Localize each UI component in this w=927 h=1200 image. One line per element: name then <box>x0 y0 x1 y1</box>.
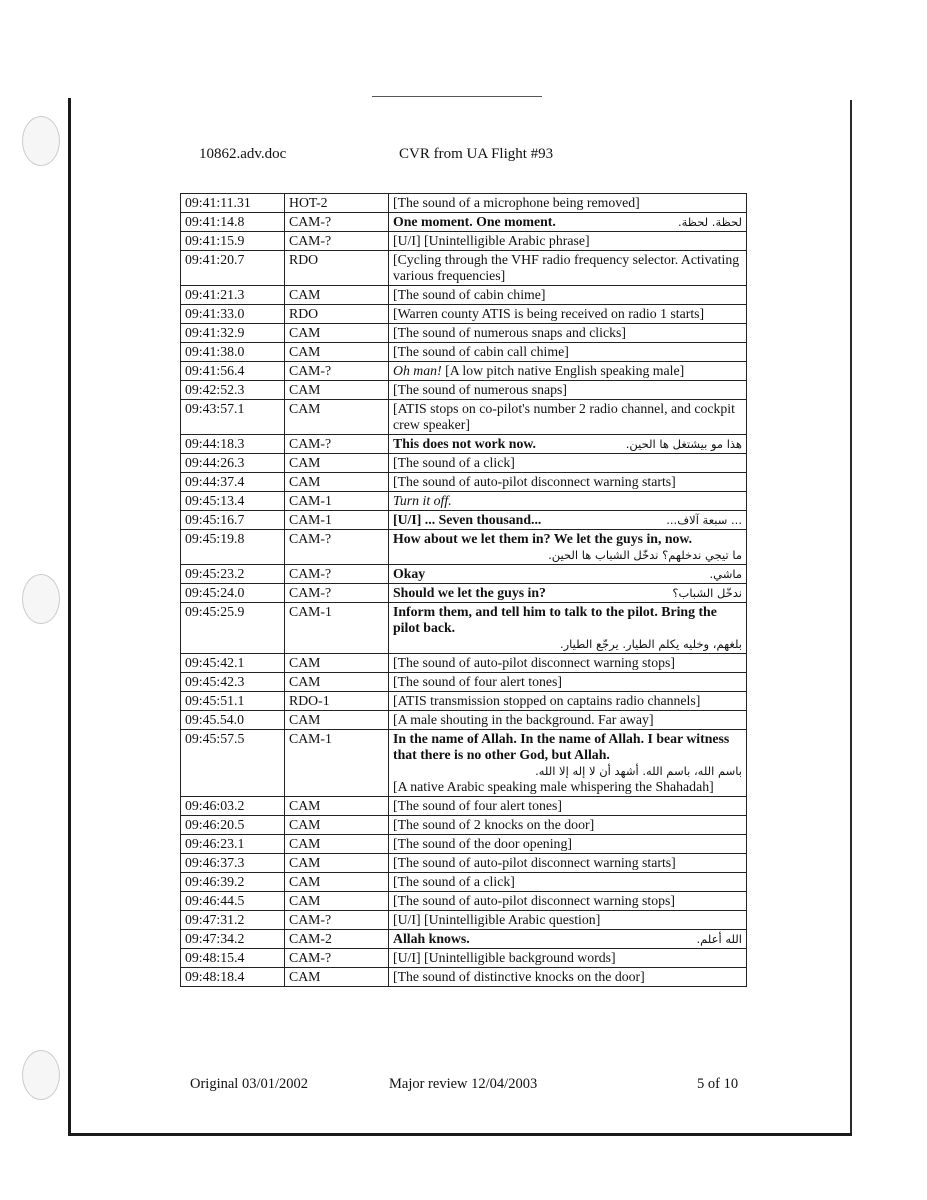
row-text: [U/I] ... Seven thousand... <box>393 512 542 527</box>
row-text-cell <box>389 603 747 654</box>
row-time: 09:45:25.9 <box>181 603 285 654</box>
row-source: CAM-? <box>285 911 389 930</box>
row-time: 09:44:37.4 <box>181 473 285 492</box>
footer-review-date: Major review 12/04/2003 <box>389 1076 538 1092</box>
row-time: 09:46:44.5 <box>181 892 285 911</box>
row-text: Turn it off. <box>393 493 452 508</box>
row-text-cell <box>389 816 747 835</box>
row-time: 09:47:34.2 <box>181 930 285 949</box>
binder-hole-top <box>22 116 60 166</box>
row-time: 09:44:26.3 <box>181 454 285 473</box>
row-source: CAM <box>285 835 389 854</box>
table-row <box>181 530 747 565</box>
row-text: [Warren county ATIS is being received on radio 1 starts] <box>393 306 705 321</box>
table-row <box>181 654 747 673</box>
arabic-text: بلغهم، وخليه يكلم الطيار. يرجّع الطيار. <box>559 637 742 651</box>
row-source: CAM-1 <box>285 730 389 797</box>
row-text: [The sound of a click] <box>393 874 515 889</box>
row-text: In the name of Allah. In the name of Allah. I bear witness that there is no other God, but Allah. <box>393 731 730 762</box>
row-source: CAM <box>285 892 389 911</box>
row-time: 09:45:16.7 <box>181 511 285 530</box>
row-text: [A low pitch native English speaking male] <box>445 363 685 378</box>
row-source: CAM <box>285 968 389 987</box>
arabic-text: ندخّل الشباب؟ <box>672 586 742 600</box>
row-source: CAM <box>285 854 389 873</box>
row-text-cell <box>389 911 747 930</box>
row-text-cell <box>389 362 747 381</box>
row-text: [The sound of auto-pilot disconnect warning starts] <box>393 855 676 870</box>
table-row <box>181 730 747 797</box>
row-text-cell <box>389 565 747 584</box>
row-source: CAM <box>285 286 389 305</box>
row-time: 09:46:20.5 <box>181 816 285 835</box>
row-text: Inform them, and tell him to talk to the pilot. Bring the pilot back. <box>393 604 717 635</box>
row-text-cell <box>389 892 747 911</box>
row-text: How about we let them in? We let the guys in, now. <box>393 531 693 546</box>
row-source: CAM <box>285 324 389 343</box>
row-text-cell <box>389 930 747 949</box>
page-frame-right <box>850 100 852 1136</box>
table-row <box>181 251 747 286</box>
table-row <box>181 454 747 473</box>
table-row <box>181 854 747 873</box>
table-row <box>181 400 747 435</box>
row-source: CAM <box>285 797 389 816</box>
arabic-text: ماشي. <box>709 567 742 581</box>
row-text: [The sound of auto-pilot disconnect warning starts] <box>393 474 676 489</box>
row-time: 09:44:18.3 <box>181 435 285 454</box>
row-text: [U/I] [Unintelligible Arabic question] <box>393 912 601 927</box>
row-time: 09:43:57.1 <box>181 400 285 435</box>
table-row <box>181 343 747 362</box>
row-source: CAM-? <box>285 584 389 603</box>
row-time: 09:41:11.31 <box>181 194 285 213</box>
row-text-cell <box>389 435 747 454</box>
row-source: CAM <box>285 381 389 400</box>
row-text: [The sound of cabin chime] <box>393 287 546 302</box>
row-text-cell <box>389 324 747 343</box>
row-time: 09:48:18.4 <box>181 968 285 987</box>
row-text-cell <box>389 584 747 603</box>
row-source: CAM-? <box>285 565 389 584</box>
row-source: CAM <box>285 454 389 473</box>
table-row <box>181 286 747 305</box>
row-time: 09:45:24.0 <box>181 584 285 603</box>
row-source: CAM <box>285 873 389 892</box>
row-text: [The sound of numerous snaps] <box>393 382 567 397</box>
row-time: 09:46:03.2 <box>181 797 285 816</box>
table-row <box>181 603 747 654</box>
row-source: RDO <box>285 251 389 286</box>
row-time: 09:45:51.1 <box>181 692 285 711</box>
cvr-transcript-body <box>181 194 747 987</box>
row-text-cell <box>389 232 747 251</box>
row-time: 09:47:31.2 <box>181 911 285 930</box>
table-row <box>181 511 747 530</box>
row-text: [A male shouting in the background. Far away] <box>393 712 654 727</box>
row-text: [The sound of the door opening] <box>393 836 572 851</box>
row-source: CAM <box>285 711 389 730</box>
row-source: CAM-? <box>285 213 389 232</box>
table-row <box>181 816 747 835</box>
table-row <box>181 213 747 232</box>
row-text-cell <box>389 711 747 730</box>
row-text: Okay <box>393 566 426 581</box>
row-text: [The sound of 2 knocks on the door] <box>393 817 595 832</box>
row-text: [The sound of four alert tones] <box>393 674 562 689</box>
table-row <box>181 584 747 603</box>
row-text-cell <box>389 251 747 286</box>
row-text: Allah knows. <box>393 931 470 946</box>
row-time: 09:45:23.2 <box>181 565 285 584</box>
table-row <box>181 949 747 968</box>
row-text-cell <box>389 835 747 854</box>
row-source: CAM-? <box>285 362 389 381</box>
footer-original-date: Original 03/01/2002 <box>190 1076 309 1092</box>
row-text-cell <box>389 854 747 873</box>
table-row <box>181 194 747 213</box>
row-text: [ATIS stops on co-pilot's number 2 radio channel, and cockpit crew speaker] <box>393 401 735 432</box>
table-row <box>181 435 747 454</box>
row-source: CAM <box>285 473 389 492</box>
row-annotation: [A native Arabic speaking male whispering the Shahadah] <box>393 779 714 794</box>
row-text-cell <box>389 968 747 987</box>
row-time: 09:45:57.5 <box>181 730 285 797</box>
row-text-cell <box>389 213 747 232</box>
table-row <box>181 232 747 251</box>
table-row <box>181 692 747 711</box>
row-time: 09:48:15.4 <box>181 949 285 968</box>
row-text-cell <box>389 949 747 968</box>
row-text-cell <box>389 381 747 400</box>
table-row <box>181 711 747 730</box>
binder-hole-bottom <box>22 1050 60 1100</box>
table-row <box>181 968 747 987</box>
row-text-cell <box>389 530 747 565</box>
row-source: CAM-1 <box>285 603 389 654</box>
row-source: CAM <box>285 673 389 692</box>
row-text-cell <box>389 873 747 892</box>
row-time: 09:46:37.3 <box>181 854 285 873</box>
row-time: 09:42:52.3 <box>181 381 285 400</box>
row-time: 09:46:23.1 <box>181 835 285 854</box>
row-text: [The sound of distinctive knocks on the door] <box>393 969 645 984</box>
row-time: 09:41:21.3 <box>181 286 285 305</box>
row-time: 09:41:32.9 <box>181 324 285 343</box>
row-time: 09:41:56.4 <box>181 362 285 381</box>
row-source: CAM <box>285 400 389 435</box>
row-text: [ATIS transmission stopped on captains radio channels] <box>393 693 701 708</box>
row-text-cell <box>389 473 747 492</box>
table-row <box>181 305 747 324</box>
table-row <box>181 911 747 930</box>
page-frame-top <box>372 96 542 97</box>
row-text: [The sound of a click] <box>393 455 515 470</box>
row-time: 09:45:42.1 <box>181 654 285 673</box>
row-time: 09:45.54.0 <box>181 711 285 730</box>
row-source: CAM <box>285 343 389 362</box>
row-source: RDO-1 <box>285 692 389 711</box>
row-text: Should we let the guys in? <box>393 585 546 600</box>
row-text: [Cycling through the VHF radio frequency selector. Activating various frequencies] <box>393 252 740 283</box>
row-text-cell <box>389 654 747 673</box>
row-text: This does not work now. <box>393 436 536 451</box>
arabic-text: باسم الله، باسم الله. أشهد أن لا إله إلا الله. <box>535 764 742 778</box>
arabic-text: ... سبعة آلاف... <box>666 513 742 527</box>
table-row <box>181 565 747 584</box>
row-source: HOT-2 <box>285 194 389 213</box>
row-text-cell <box>389 692 747 711</box>
table-row <box>181 324 747 343</box>
footer-page-number: 5 of 10 <box>697 1076 739 1092</box>
row-text-cell <box>389 511 747 530</box>
table-row <box>181 873 747 892</box>
row-text-cell <box>389 492 747 511</box>
row-text: [U/I] [Unintelligible Arabic phrase] <box>393 233 590 248</box>
row-text: [The sound of four alert tones] <box>393 798 562 813</box>
table-row <box>181 362 747 381</box>
row-source: CAM-1 <box>285 511 389 530</box>
row-time: 09:41:14.8 <box>181 213 285 232</box>
page-frame-left <box>68 98 71 1136</box>
row-text: [The sound of numerous snaps and clicks] <box>393 325 626 340</box>
row-source: CAM-? <box>285 530 389 565</box>
arabic-text: ما تيجي ندخلهم؟ ندخّل الشباب ها الحين. <box>548 548 742 562</box>
table-row <box>181 797 747 816</box>
row-text-cell <box>389 673 747 692</box>
row-source: CAM <box>285 816 389 835</box>
row-text: [The sound of a microphone being removed] <box>393 195 640 210</box>
row-time: 09:41:38.0 <box>181 343 285 362</box>
arabic-text: هذا مو بيشتغل ها الحين. <box>625 437 742 451</box>
table-row <box>181 892 747 911</box>
table-row <box>181 492 747 511</box>
row-source: CAM-? <box>285 949 389 968</box>
arabic-text: لحظة. لحظة. <box>677 215 742 229</box>
row-time: 09:41:20.7 <box>181 251 285 286</box>
row-source: RDO <box>285 305 389 324</box>
row-text: [U/I] [Unintelligible background words] <box>393 950 616 965</box>
document-filename: 10862.adv.doc <box>199 146 287 162</box>
row-text-cell <box>389 194 747 213</box>
row-text: [The sound of auto-pilot disconnect warning stops] <box>393 655 676 670</box>
row-text-cell <box>389 797 747 816</box>
binder-hole-middle <box>22 574 60 624</box>
row-time: 09:45:19.8 <box>181 530 285 565</box>
row-source: CAM-? <box>285 435 389 454</box>
arabic-text: الله أعلم. <box>696 932 742 946</box>
row-source: CAM <box>285 654 389 673</box>
row-text: [The sound of cabin call chime] <box>393 344 569 359</box>
table-row <box>181 835 747 854</box>
table-row <box>181 673 747 692</box>
row-text-cell <box>389 343 747 362</box>
row-text-cell <box>389 454 747 473</box>
row-time: 09:46:39.2 <box>181 873 285 892</box>
table-row <box>181 930 747 949</box>
row-text: [The sound of auto-pilot disconnect warning stops] <box>393 893 676 908</box>
page-title: CVR from UA Flight #93 <box>399 146 554 162</box>
table-row <box>181 381 747 400</box>
italic-exclamation: Oh man! <box>393 363 446 378</box>
row-source: CAM-? <box>285 232 389 251</box>
table-row <box>181 473 747 492</box>
row-text-cell <box>389 305 747 324</box>
row-text-cell <box>389 286 747 305</box>
row-source: CAM-2 <box>285 930 389 949</box>
row-time: 09:45:13.4 <box>181 492 285 511</box>
row-text-cell <box>389 400 747 435</box>
row-time: 09:41:33.0 <box>181 305 285 324</box>
row-time: 09:41:15.9 <box>181 232 285 251</box>
page-frame-bottom <box>68 1133 852 1136</box>
cvr-transcript-table <box>180 193 747 987</box>
row-time: 09:45:42.3 <box>181 673 285 692</box>
row-text: One moment. One moment. <box>393 214 556 229</box>
row-source: CAM-1 <box>285 492 389 511</box>
row-text-cell <box>389 730 747 797</box>
